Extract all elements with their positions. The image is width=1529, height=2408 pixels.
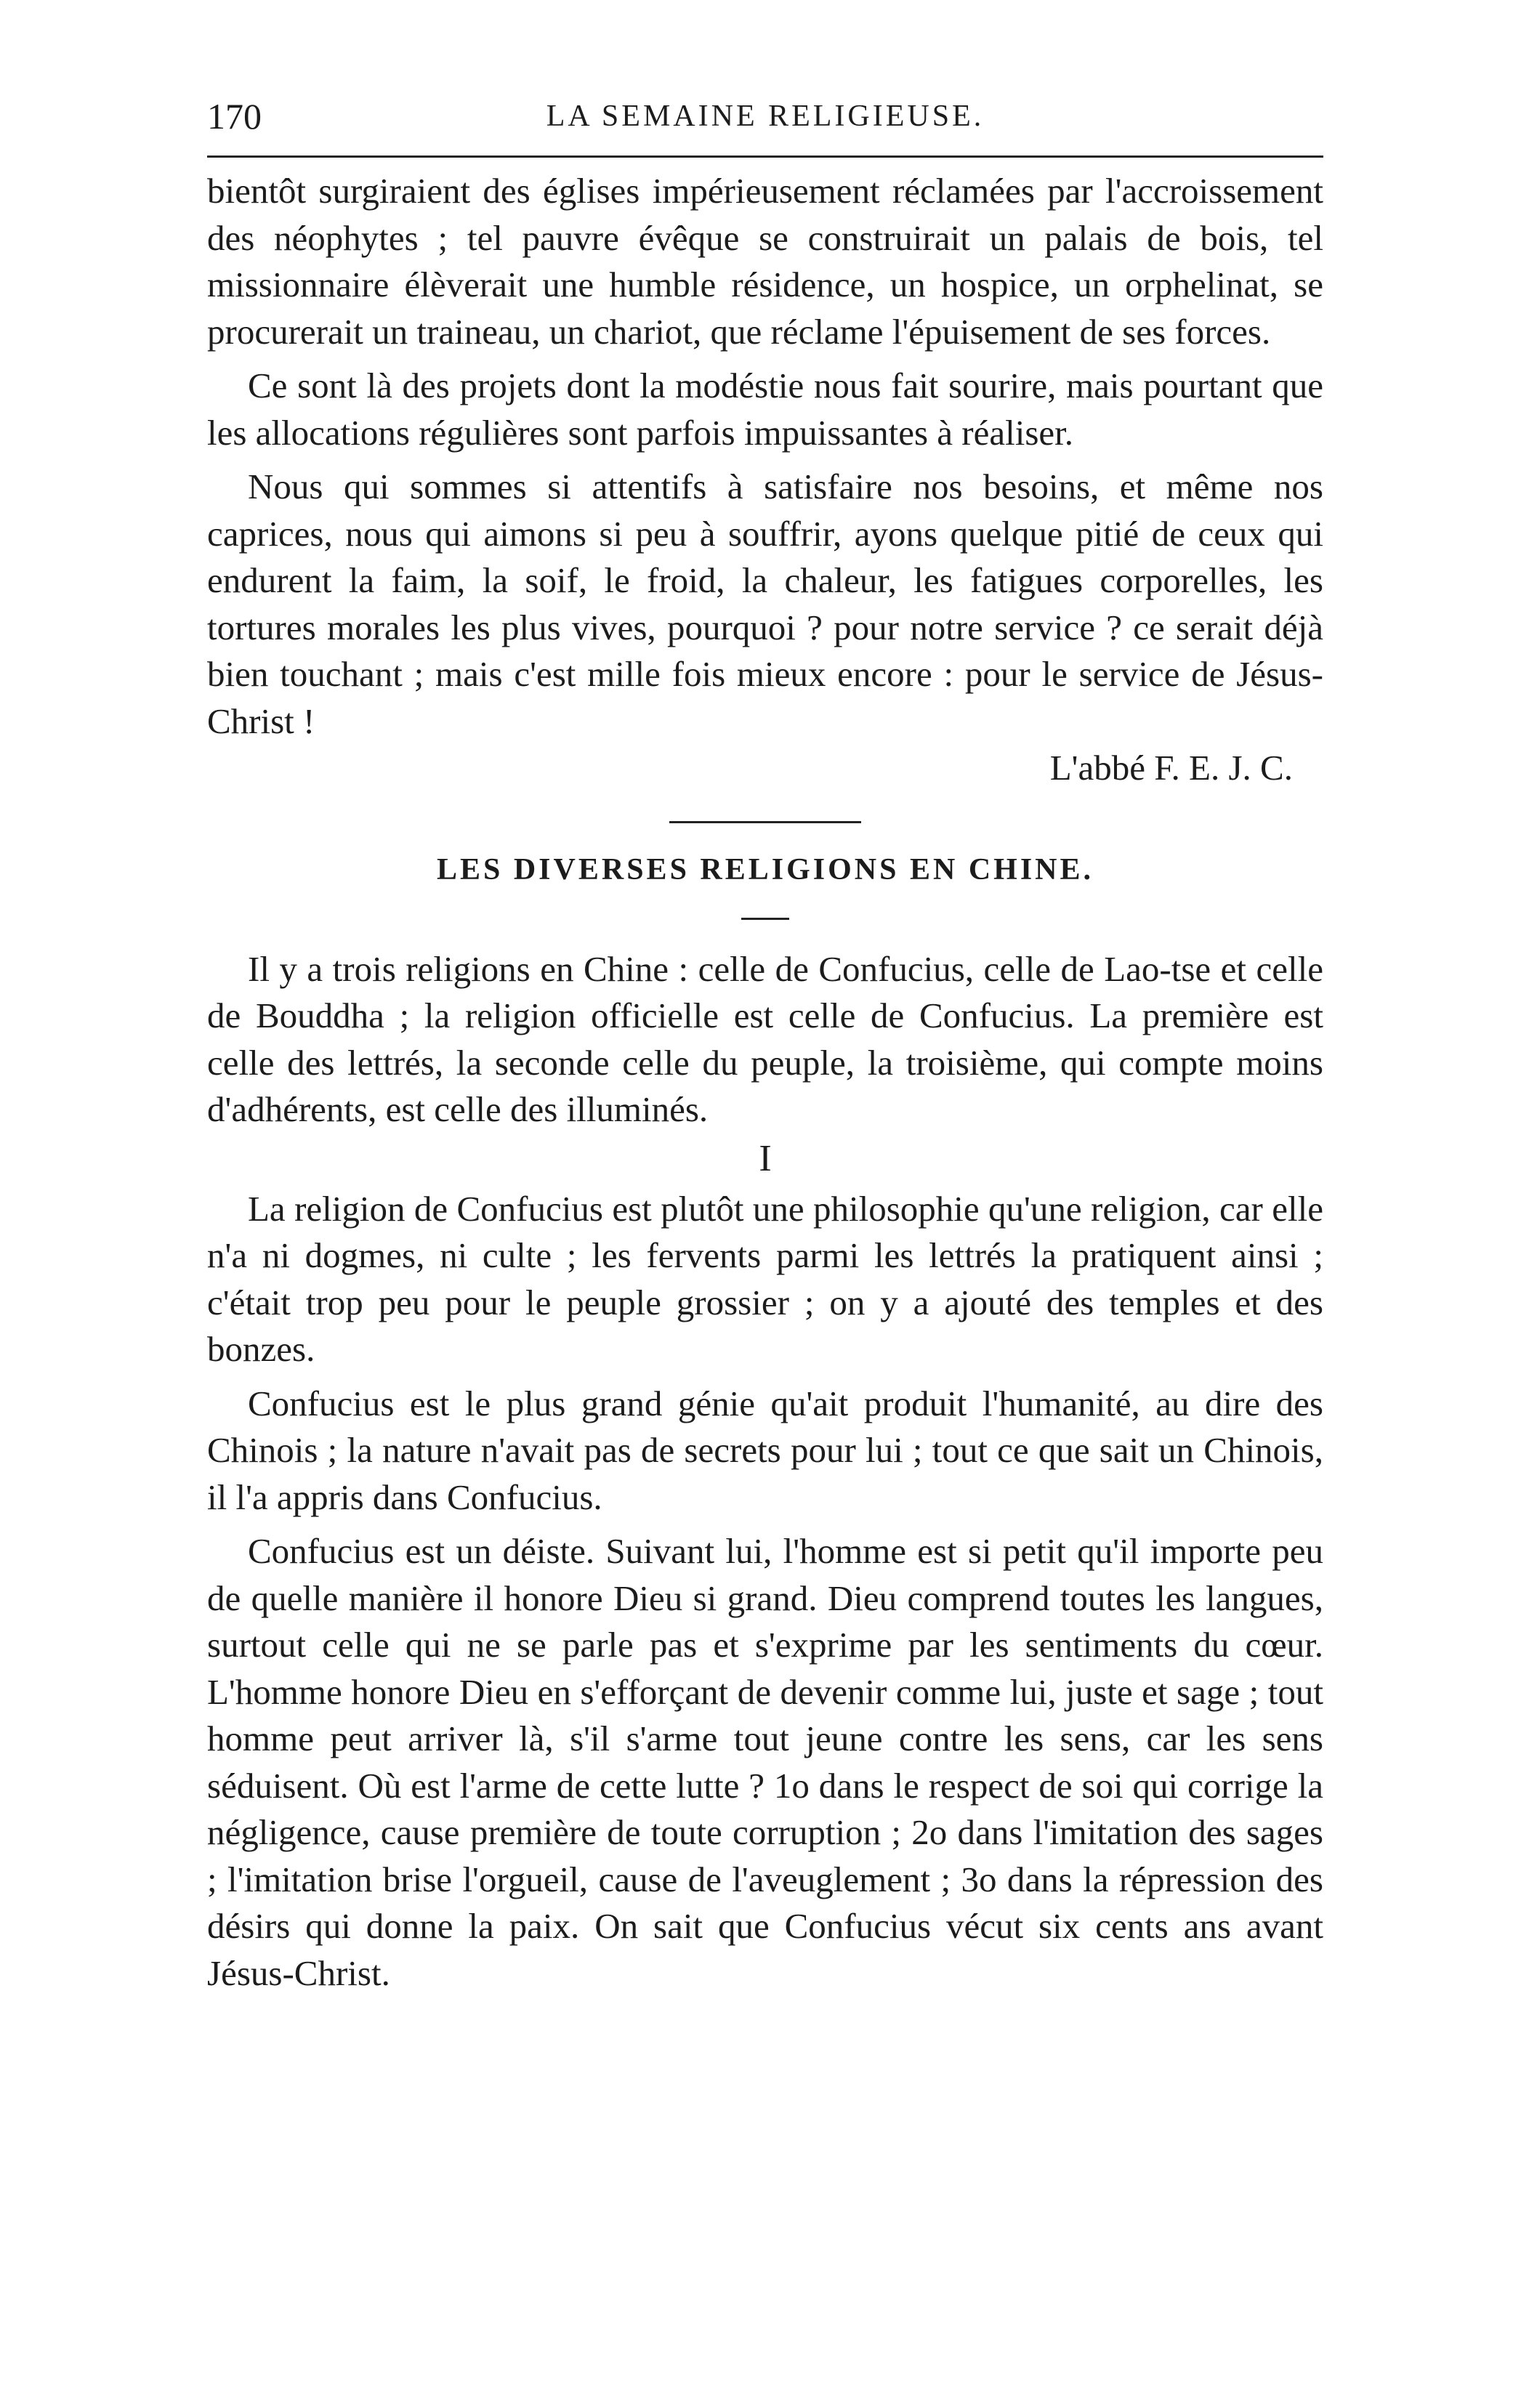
article-title: LES DIVERSES RELIGIONS EN CHINE. bbox=[436, 852, 1094, 886]
article-paragraph-1: Il y a trois religions en Chine : celle de Confucius, celle de Lao-tse et celle de Bouddha ; la religion officielle est celle de Confucius. La première est celle des lettrés, la seconde celle du peuple, la troisième, qui compte moins d'adhérents, est celle des illuminés. bbox=[207, 948, 1323, 1129]
running-head bbox=[207, 93, 1323, 140]
running-title: LA SEMAINE RELIGIEUSE. bbox=[546, 100, 985, 133]
title-dash bbox=[741, 918, 789, 920]
article-paragraph-4: Confucius est un déiste. Suivant lui, l'homme est si petit qu'il importe peu de quelle manière il honore Dieu si grand. Dieu comprend toutes les langues, surtout celle qui ne se parle pas et s'exprime par les sentiments du cœur. L'homme honore Dieu en s'efforçant de devenir comme lui, juste et sage ; tout homme peut arriver là, s'il s'arme tout jeune contre les sens, car les sens séduisent. Où est l'arme de cette lutte ? 1o dans le respect de soi qui corrige la négligence, cause première de toute corruption ; 2o dans l'imitation des sages ; l'imitation brise l'orgueil, cause de l'aveuglement ; 3o dans la répression des désirs qui donne la paix. On sait que Confucius vécut six cents ans avant Jésus-Christ. bbox=[207, 1531, 1323, 1993]
intro-paragraph-3: Nous qui sommes si attentifs à satisfaire nos besoins, et même nos caprices, nous qui aimons si peu à souffrir, ayons quelque pitié de ceux qui endurent la faim, la soif, le froid, la chaleur, les fatigues corporelles, les tortures morales les plus vives, pourquoi ? pour notre service ? ce serait déjà bien touchant ; mais c'est mille fois mieux encore : pour le service de Jésus-Christ ! bbox=[207, 466, 1323, 741]
section-divider bbox=[669, 821, 861, 823]
article-paragraph-3: Confucius est le plus grand génie qu'ait produit l'humanité, au dire des Chinois ; la nature n'avait pas de secrets pour lui ; tout ce que sait un Chinois, il l'a appris dans Confucius. bbox=[207, 1383, 1323, 1517]
book-page bbox=[207, 93, 1323, 1997]
intro-paragraph-2: Ce sont là des projets dont la modéstie nous fait sourire, mais pourtant que les allocations régulières sont parfois impuissantes à réaliser. bbox=[207, 365, 1323, 453]
section-numeral: I bbox=[759, 1137, 772, 1179]
intro-paragraph-1: bientôt surgiraient des églises impérieusement réclamées par l'accroissement des néophytes ; tel pauvre évêque se construirait un palais de bois, tel missionnaire élèverait une humble résidence, un hospice, un orphelinat, se procurerait un traineau, un chariot, que réclame l'épuisement de ses forces. bbox=[207, 171, 1323, 352]
article-paragraph-2: La religion de Confucius est plutôt une philosophie qu'une religion, car elle n'a ni dogmes, ni culte ; les fervents parmi les lettrés la pratiquent ainsi ; c'était trop peu pour le peuple grossier ; on y a ajouté des temples et des bonzes. bbox=[207, 1188, 1323, 1369]
header-rule bbox=[207, 155, 1323, 158]
author-signature: L'abbé F. E. J. C. bbox=[1049, 748, 1293, 788]
page-number: 170 bbox=[207, 96, 262, 137]
